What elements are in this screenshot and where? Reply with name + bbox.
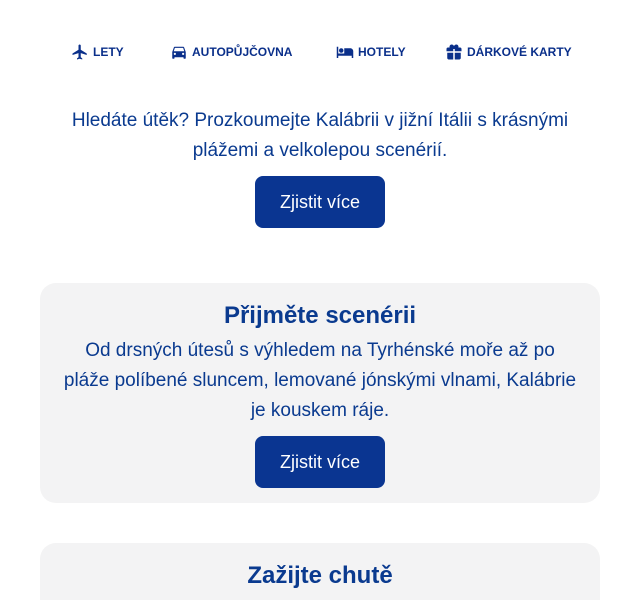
card-text: Od drsných útesů s výhledem na Tyrhénské moře až po pláže políbené sluncem, lemované jónskými vlnami, Kalábrie je kouskem ráje. xyxy=(63,340,577,421)
nav-item-car-rental[interactable] xyxy=(170,40,292,64)
airplane-icon xyxy=(71,43,89,61)
nav-item-label: HOTELY xyxy=(358,45,406,59)
intro-text: Hledáte útěk? Prozkoumejte Kalábrii v jižní Itálii s krásnými plážemi a velkolepou scenérií. xyxy=(71,110,569,161)
nav-item-label: DÁRKOVÉ KARTY xyxy=(467,45,572,59)
card-title: Přijměte scenérii xyxy=(223,302,417,329)
bed-icon xyxy=(336,43,354,61)
nav-item-gift-cards[interactable] xyxy=(445,40,572,64)
top-nav xyxy=(0,40,640,64)
flavors-card xyxy=(40,543,600,600)
nav-item-label: LETY xyxy=(93,45,124,59)
nav-item-label: AUTOPŮJČOVNA xyxy=(192,45,293,59)
gift-icon xyxy=(445,43,463,61)
nav-item-hotels[interactable] xyxy=(336,40,406,64)
learn-more-button[interactable]: Zjistit více xyxy=(255,436,385,488)
card-title: Zažijte chutě xyxy=(247,562,393,589)
learn-more-button[interactable]: Zjistit více xyxy=(255,176,385,228)
nav-item-flights[interactable] xyxy=(71,40,124,64)
car-icon xyxy=(170,43,188,61)
scenery-card xyxy=(40,283,600,503)
